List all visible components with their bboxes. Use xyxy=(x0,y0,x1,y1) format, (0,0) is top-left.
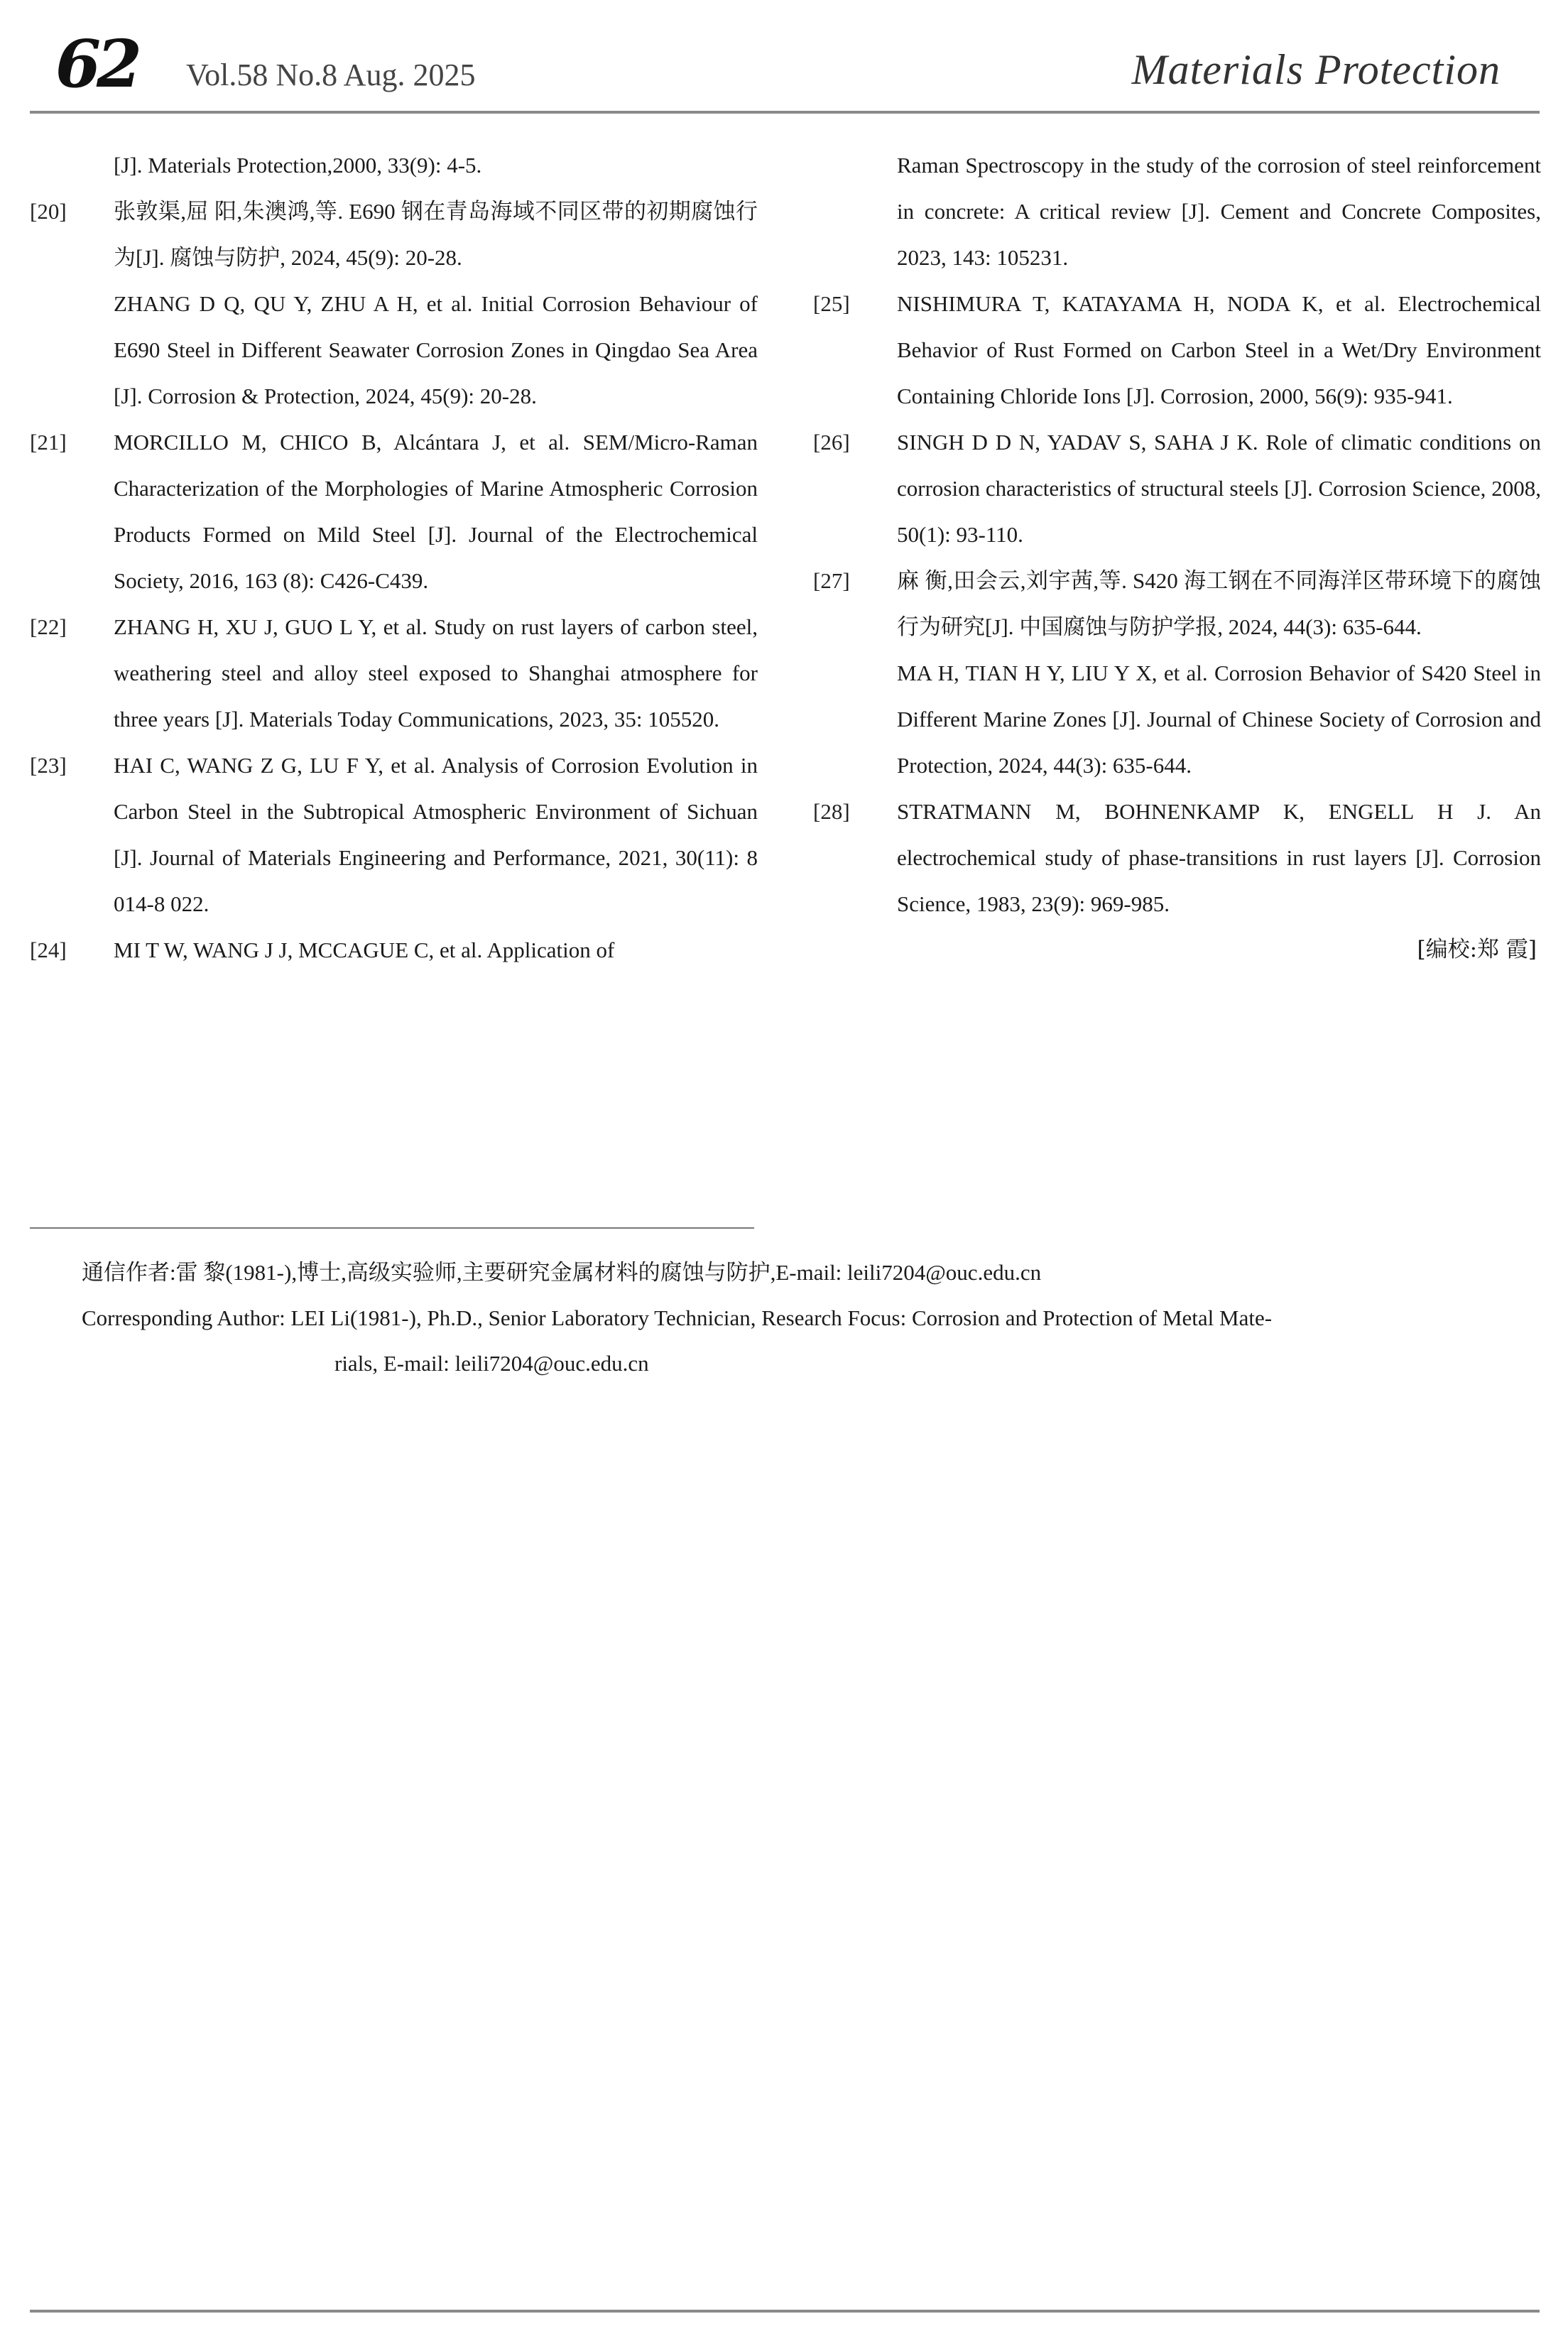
reference-item xyxy=(30,188,758,419)
prev-reference-tail xyxy=(30,142,758,188)
reference-text: SINGH D D N, YADAV S, SAHA J K. Role of climatic conditions on corrosion characteristics of structural steels [J]. Corrosion Science, 2008, 50(1): 93-110. xyxy=(897,430,1541,547)
editor-note: [编校:郑 霞] xyxy=(1417,937,1537,962)
reference-body xyxy=(114,188,758,419)
reference-text: ZHANG D Q, QU Y, ZHU A H, et al. Initial Corrosion Behaviour of E690 Steel in Different Seawater Corrosion Zones in Qingdao Sea Area [J]. Corrosion & Protection, 2024, 45(9): 20-28. xyxy=(114,291,758,408)
reference-item xyxy=(813,558,1541,788)
reference-item xyxy=(30,419,758,604)
reference-number: [20] xyxy=(30,199,67,224)
reference-text: MORCILLO M, CHICO B, Alcántara J, et al. SEM/Micro-Raman Characterization of the Morphologies of Marine Atmospheric Corrosion Products Formed on Mild Steel [J]. Journal of the Electrochemical Society, 2016, 163 (8): C426-C439. xyxy=(114,430,758,593)
prev-reference-text: [J]. Materials Protection,2000, 33(9): 4-5. xyxy=(114,153,482,178)
reference-body xyxy=(897,788,1541,927)
reference-text: HAI C, WANG Z G, LU F Y, et al. Analysis of Corrosion Evolution in Carbon Steel in the Subtropical Atmospheric Environment of Sichuan [J]. Journal of Materials Engineering and Performance, 2021, 30(11): 8 014-8 022. xyxy=(114,753,758,916)
reference-number: [26] xyxy=(813,430,850,455)
reference-number: [25] xyxy=(813,291,850,316)
reference-text: MA H, TIAN H Y, LIU Y X, et al. Corrosion Behavior of S420 Steel in Different Marine Zones [J]. Journal of Chinese Society of Corrosion and Protection, 2024, 44(3): 635-644. xyxy=(897,661,1541,778)
reference-item xyxy=(813,281,1541,419)
reference-body xyxy=(897,281,1541,419)
reference-number: [24] xyxy=(30,938,67,962)
ref24-continuation xyxy=(813,142,1541,281)
author-note-cn: 通信作者:雷 黎(1981-),博士,高级实验师,主要研究金属材料的腐蚀与防护,E-mail: leili7204@ouc.edu.cn xyxy=(82,1260,1042,1285)
header-rule xyxy=(30,111,1540,114)
journal-name: Materials Protection xyxy=(1131,46,1501,93)
author-note-en-cont: rials, E-mail: leili7204@ouc.edu.cn xyxy=(334,1351,649,1376)
reference-text: 张敦渠,屈 阳,朱澳鸿,等. E690 钢在青岛海域不同区带的初期腐蚀行为[J]. 腐蚀与防护, 2024, 45(9): 20-28. xyxy=(114,199,758,270)
ref24-continuation-text: Raman Spectroscopy in the study of the corrosion of steel reinforcement in concrete: A critical review [J]. Cement and Concrete Composites, 2023, 143: 105231. xyxy=(897,153,1541,270)
reference-number: [28] xyxy=(813,799,850,824)
reference-number: [22] xyxy=(30,614,67,639)
author-note-en: Corresponding Author: LEI Li(1981-), Ph.D., Senior Laboratory Technician, Research Focus: Corrosion and Protection of Metal Mate- xyxy=(82,1305,1273,1330)
reference-item xyxy=(813,419,1541,558)
reference-item xyxy=(30,742,758,927)
reference-item xyxy=(30,927,758,973)
page-number: 62 xyxy=(55,26,138,102)
reference-number: [23] xyxy=(30,753,67,778)
reference-item xyxy=(30,604,758,742)
footnote-rule xyxy=(30,1227,754,1229)
reference-item xyxy=(813,788,1541,927)
reference-body xyxy=(897,419,1541,558)
right-column xyxy=(813,142,1541,973)
page-header xyxy=(0,0,1568,121)
reference-number: [27] xyxy=(813,568,850,593)
reference-text: ZHANG H, XU J, GUO L Y, et al. Study on rust layers of carbon steel, weathering steel and alloy steel exposed to Shanghai atmosphere for three years [J]. Materials Today Communications, 2023, 35: 105520. xyxy=(114,614,758,732)
bottom-rule xyxy=(30,2310,1540,2313)
right-reference-list xyxy=(813,281,1541,927)
reference-text: NISHIMURA T, KATAYAMA H, NODA K, et al. Electrochemical Behavior of Rust Formed on Carbon Steel in a Wet/Dry Environment Containing Chloride Ions [J]. Corrosion, 2000, 56(9): 935-941. xyxy=(897,291,1541,408)
reference-text: STRATMANN M, BOHNENKAMP K, ENGELL H J. An electrochemical study of phase-transitions in rust layers [J]. Corrosion Science, 1983, 23(9): 969-985. xyxy=(897,799,1541,916)
reference-body xyxy=(114,604,758,742)
reference-body xyxy=(114,419,758,604)
reference-text: 麻 衡,田会云,刘宇茜,等. S420 海工钢在不同海洋区带环境下的腐蚀行为研究[J]. 中国腐蚀与防护学报, 2024, 44(3): 635-644. xyxy=(897,568,1541,639)
author-footnote xyxy=(82,1250,1545,1386)
left-reference-list xyxy=(30,188,758,973)
reference-body xyxy=(897,558,1541,788)
reference-body xyxy=(114,742,758,927)
left-column xyxy=(30,142,758,973)
reference-body xyxy=(114,927,758,973)
reference-text: MI T W, WANG J J, MCCAGUE C, et al. Application of xyxy=(114,938,615,962)
volume-info: Vol.58 No.8 Aug. 2025 xyxy=(186,58,476,92)
reference-number: [21] xyxy=(30,430,67,455)
